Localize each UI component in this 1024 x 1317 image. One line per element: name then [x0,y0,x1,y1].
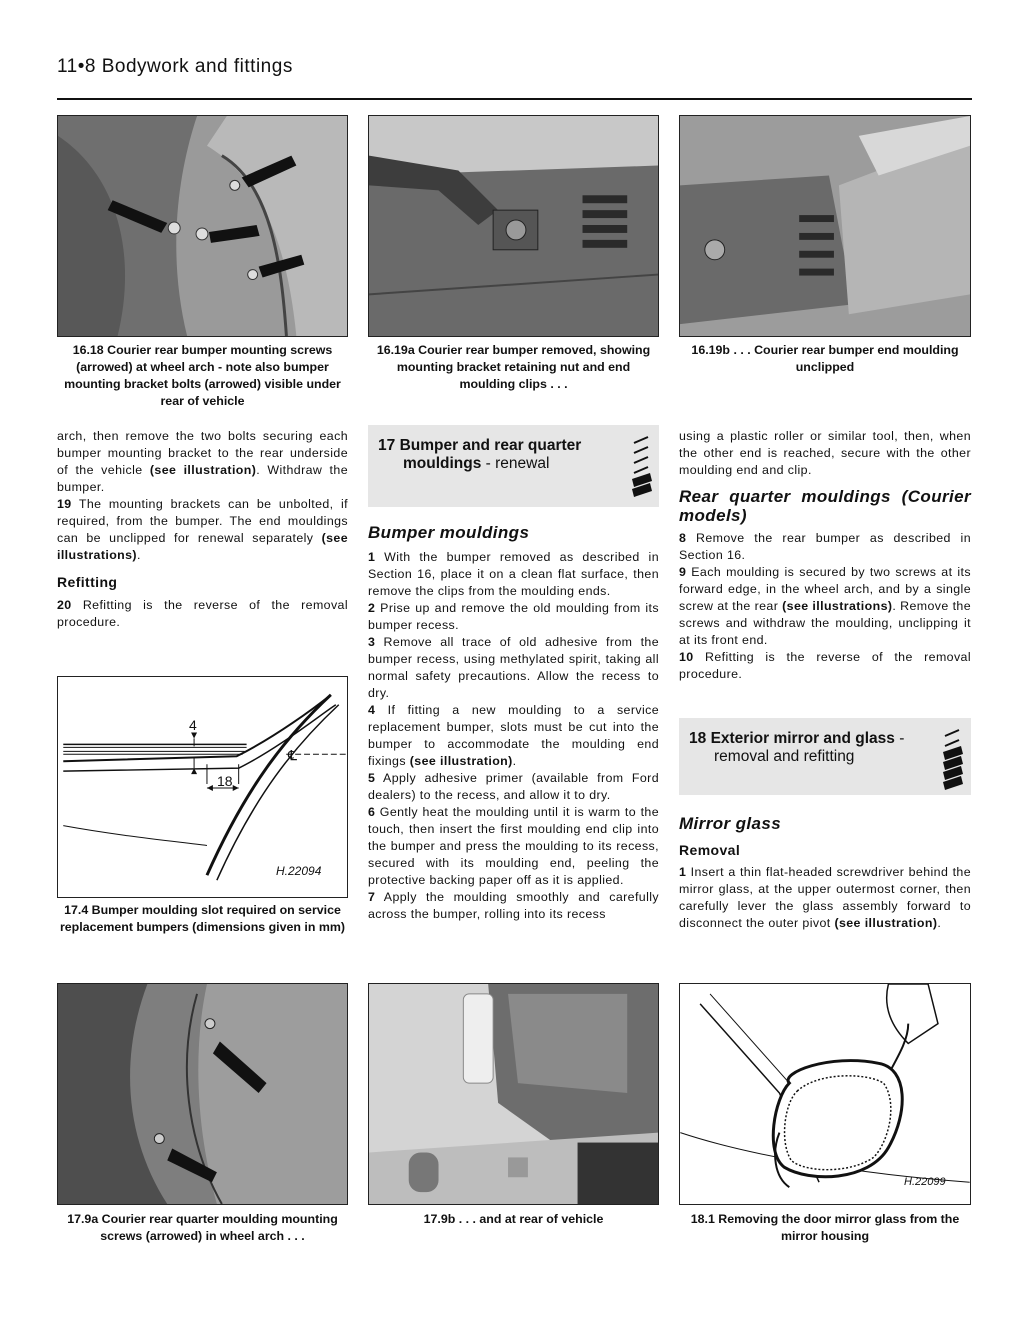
drawing-code-label: H.22094 [276,864,322,878]
paragraph-17-1: 1 With the bumper removed as described in Section 16, place it on a clean flat surface, then remove the clips from the moulding ends. [368,550,659,598]
paragraph-17-8: 8 Remove the rear bumper as described in Section 16. [679,531,971,562]
photo-16-19b [679,115,971,337]
section-17-header: 17 Bumper and rear quarter mouldings - renewal [368,425,659,507]
caption-17-4: 17.4 Bumper moulding slot required on service replacement bumpers (dimensions given in mm) [59,903,346,934]
paragraph-18-continued: arch, then remove the two bolts securing each bumper mounting bracket to the rear underside of the vehicle (see illustration). Withdraw the bumper. [57,429,348,494]
paragraph-20: 20 Refitting is the reverse of the removal procedure. [57,598,348,629]
rear-quarter-mouldings-heading: Rear quarter mouldings (Courier models) [679,487,971,525]
caption-16-19b: 16.19b . . . Courier rear bumper end moulding unclipped [691,343,959,374]
dimension-4-label: 4 [189,717,197,733]
caption-17-9b: 17.9b . . . and at rear of vehicle [423,1212,604,1226]
column-3-lower [679,814,971,932]
figure-17-4 [57,676,348,898]
paragraph-17-6: 6 Gently heat the moulding until it is warm to the touch, then insert the first moulding end clip into the bumper and press the moulding to its recess, secured with its moulding end, peeling the protective backing paper off as it is applied. [368,805,659,887]
photo-16-19a [368,115,659,337]
paragraph-18-1: 1 Insert a thin flat-headed screwdriver behind the mirror glass, at the upper outermost corner, then carefully lever the glass assembly forward to disconnect the outer pivot (see illustration). [679,865,971,930]
refitting-heading: Refitting [57,574,118,590]
paragraph-17-9: 9 Each moulding is secured by two screws at its forward edge, in the wheel arch, and by a single screw at the rear (see illustrations). Remove the screws and withdraw the moulding, unclipping it at its front end. [679,565,971,647]
column-2 [368,523,659,923]
bumper-mouldings-heading: Bumper mouldings [368,523,530,542]
caption-17-9a: 17.9a Courier rear quarter moulding mounting screws (arrowed) in wheel arch . . . [67,1212,338,1243]
caption-16-18: 16.18 Courier rear bumper mounting screws (arrowed) at wheel arch - note also bumper mounting bracket bolts (arrowed) visible under rear of vehicle [64,343,341,408]
paragraph-17-4: 4 If fitting a new moulding to a service replacement bumper, slots must be cut into the bumper to accommodate the moulding end fixings (see illustration). [368,703,659,768]
paragraph-17-5: 5 Apply adhesive primer (available from Ford dealers) to the recess, and allow it to dry. [368,771,659,802]
column-1 [57,428,348,631]
caption-16-19a: 16.19a Courier rear bumper removed, showing mounting bracket retaining nut and end moulding clips . . . [376,343,651,391]
figure-18-1 [679,983,971,1205]
paragraph-17-10: 10 Refitting is the reverse of the removal procedure. [679,650,971,681]
paragraph-17-7-continued: using a plastic roller or similar tool, then, when the other end is reached, secure with the other moulding end and clip. [679,429,971,477]
photo-17-9b [368,983,659,1205]
page-header: 11•8 Bodywork and fittings [57,56,293,77]
centerline-symbol: ℄ [288,747,297,763]
difficulty-spanner-icon [630,435,654,497]
photo-16-18 [57,115,348,337]
paragraph-17-3: 3 Remove all trace of old adhesive from the bumper recess, using methylated spirit, taking all normal safety precautions. Allow the recess to dry. [368,635,659,700]
difficulty-spanner-icon [941,728,965,790]
mirror-glass-heading: Mirror glass [679,814,782,833]
paragraph-19: 19 The mounting brackets can be unbolted, if required, from the bumper. The end mouldings can be unclipped for renewal separately (see illustrations). [57,497,348,562]
section-18-header: 18 Exterior mirror and glass - removal and refitting [679,718,971,795]
photo-17-9a [57,983,348,1205]
header-rule [57,98,972,100]
paragraph-17-2: 2 Prise up and remove the old moulding from its bumper recess. [368,601,659,632]
caption-18-1: 18.1 Removing the door mirror glass from the mirror housing [690,1212,960,1243]
removal-heading: Removal [679,842,741,858]
dimension-18-label: 18 [217,773,233,789]
column-3-upper [679,428,971,683]
drawing-code-label: H.22099 [904,1176,946,1188]
paragraph-17-7: 7 Apply the moulding smoothly and carefully across the bumper, rolling into its recess [368,890,659,921]
